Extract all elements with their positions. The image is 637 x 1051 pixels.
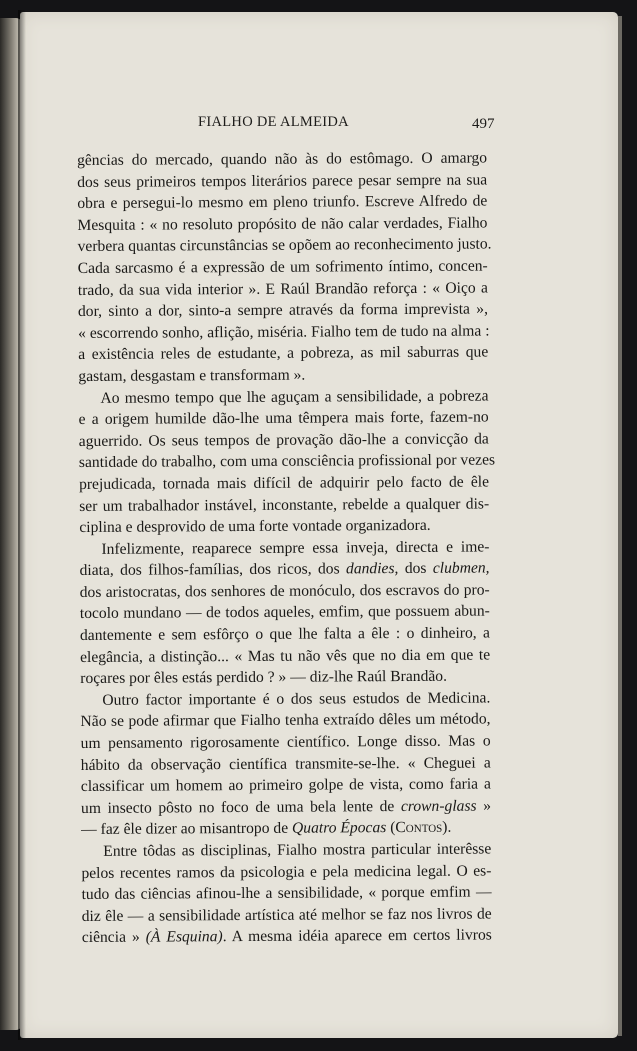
- text-run: verbera quantas circunstâncias se opõem ao reconhecimento justo.: [77, 235, 492, 256]
- small-caps-text: Contos: [395, 819, 443, 837]
- text-run: tudo das ciências afinou-lhe a sensibilidade, « porque emfim —: [81, 883, 492, 904]
- italic-text: dandies,: [345, 560, 399, 578]
- text-line: [80, 623, 490, 647]
- text-run: Entre tôdas as disciplinas, Fialho mostra particular interêsse: [103, 840, 492, 860]
- text-line: [78, 385, 488, 409]
- text-line: [78, 277, 488, 301]
- text-line: [81, 817, 491, 841]
- text-run: obra e persegui-lo mesmo em pleno triunfo. Escreve Alfredo de: [77, 192, 488, 213]
- text-run: dor, sinto a dor, sinto-a sempre através da forma imprevista »,: [77, 300, 489, 321]
- text-run: Outro factor importante é o dos seus estudos de Medicina.: [102, 689, 491, 709]
- paragraph: [81, 838, 492, 948]
- text-run: (: [386, 819, 396, 837]
- text-run: . A mesma idéia aparece em certos livros: [222, 926, 492, 946]
- text-line: [77, 169, 487, 193]
- italic-text: (À Esquina): [145, 928, 223, 946]
- text-line: [78, 320, 488, 344]
- text-line: [78, 363, 488, 387]
- text-line: [78, 342, 488, 366]
- text-line: [79, 407, 489, 431]
- paragraph: [79, 536, 490, 690]
- text-run: »: [476, 797, 492, 815]
- text-run: dantemente e sem esfôrço o que lhe falta a êle : o dinheiro, a: [79, 624, 491, 645]
- text-line: [80, 644, 490, 668]
- running-head: FIALHO DE ALMEIDA: [198, 114, 349, 130]
- text-run: um insecto pôsto no foco de uma bela lente de: [80, 797, 401, 817]
- text-line: [80, 601, 490, 625]
- text-run: a existência reles de estudante, a pobreza, as mil saburras que: [78, 343, 489, 364]
- text-run: ser um trabalhador instável, inconstante, rebelde a qualquer dis-: [79, 494, 490, 515]
- text-run: Mesquita : « no resoluto propósito de não calar verdades, Fialho: [77, 214, 488, 234]
- text-run: pelos recentes ramos da psicologia e pela medicina legal. O es-: [81, 862, 492, 882]
- text-line: [79, 515, 489, 539]
- text-line: [77, 191, 487, 215]
- text-run: Infelizmente, reaparece sempre essa inveja, directa e ime-: [101, 538, 490, 558]
- text-run: dos aristocratas, dos senhores de monóculo, dos escravos do pro-: [79, 581, 490, 601]
- text-run: elegância, a distinção... « Mas tu não vês que no dia em que te: [80, 646, 491, 666]
- text-run: Ao mesmo tempo que lhe aguçam a sensibilidade, a pobreza: [100, 387, 489, 407]
- text-run: dos seus primeiros tempos literários parece pesar sempre na sua: [77, 171, 488, 191]
- text-run: trado, da sua vida interior ». E Raúl Brandão reforça : « Oiço a: [77, 279, 488, 299]
- italic-text: Quatro Épocas: [291, 819, 387, 838]
- text-run: prejudicada, tornada mais difícil de adquirir pelo facto de êle: [78, 473, 490, 493]
- text-line: [78, 299, 488, 323]
- page-number: 497: [472, 116, 495, 132]
- text-line: [82, 925, 492, 949]
- text-run: santidade do trabalho, com uma consciência profissional por vezes: [78, 451, 496, 472]
- body-text: [77, 147, 496, 948]
- text-run: hábito da observação científica transmite-se-lhe. « Cheguei a: [80, 754, 491, 774]
- text-line: [77, 234, 492, 258]
- text-run: « escorrendo sonho, aflição, miséria. Fialho tem de tudo na alma :: [78, 322, 490, 342]
- text-run: Cada sarcasmo é a expressão de um sofrimento íntimo, concen-: [77, 257, 488, 277]
- text-run: — faz êle dizer ao misantropo de: [81, 820, 293, 839]
- text-run: gastam, desgastam e transformam ».: [78, 366, 306, 385]
- text-run: aguerrido. Os seus tempos de provação dão-lhe a convicção da: [78, 430, 489, 450]
- text-line: [80, 558, 490, 582]
- italic-text: crown-glass: [400, 797, 477, 815]
- text-line: [79, 471, 489, 495]
- text-line: [79, 428, 489, 452]
- text-line: [82, 903, 492, 927]
- text-line: [79, 536, 489, 560]
- text-run: ciplina e desprovido de uma forte vontade organizadora.: [79, 516, 431, 537]
- text-line: [77, 147, 487, 171]
- paragraph: [80, 687, 491, 841]
- text-line: [81, 860, 491, 884]
- text-run: gências do mercado, quando não às do estômago. O amargo: [77, 149, 488, 169]
- text-line: [80, 666, 490, 690]
- text-line: [80, 687, 490, 711]
- paragraph: [78, 385, 496, 539]
- text-line: [78, 450, 496, 474]
- text-line: [78, 255, 488, 279]
- text-run: um pensamento rigorosamente científico. Longe disso. Mas o: [80, 732, 491, 753]
- italic-text: clubmen,: [432, 559, 490, 578]
- text-run: ciência »: [81, 928, 146, 947]
- text-line: [79, 493, 489, 517]
- text-run: e a origem humilde dão-lhe uma têmpera mais forte, fazem-no: [78, 408, 489, 429]
- text-line: [77, 212, 487, 236]
- text-run: diz êle — a sensibilidade artística até melhor se faz nos livros de: [81, 905, 492, 925]
- text-run: ).: [442, 819, 452, 837]
- text-line: [81, 882, 491, 906]
- text-run: diata, dos filhos-famílias, dos ricos, dos: [79, 560, 347, 580]
- text-line: [81, 731, 491, 755]
- text-line: [81, 774, 491, 798]
- page-edge-right: [618, 16, 622, 1036]
- text-line: [81, 795, 491, 819]
- text-line: [81, 838, 491, 862]
- gutter-shadow: [18, 10, 26, 1040]
- text-run: dos: [398, 560, 433, 578]
- text-run: tocolo mundano — de todos aqueles, emfim, que possuem abun-: [79, 602, 490, 623]
- text-run: Não se pode afirmar que Fialho tenha extraído dêles um método,: [80, 710, 491, 731]
- text-line: [80, 579, 490, 603]
- text-line: [81, 752, 491, 776]
- text-run: classificar um homem ao primeiro golpe de vista, como faria a: [80, 775, 491, 796]
- paragraph: [77, 147, 492, 387]
- text-line: [80, 709, 490, 733]
- text-run: roçares por êles estás perdido ? » — diz-lhe Raúl Brandão.: [80, 667, 448, 688]
